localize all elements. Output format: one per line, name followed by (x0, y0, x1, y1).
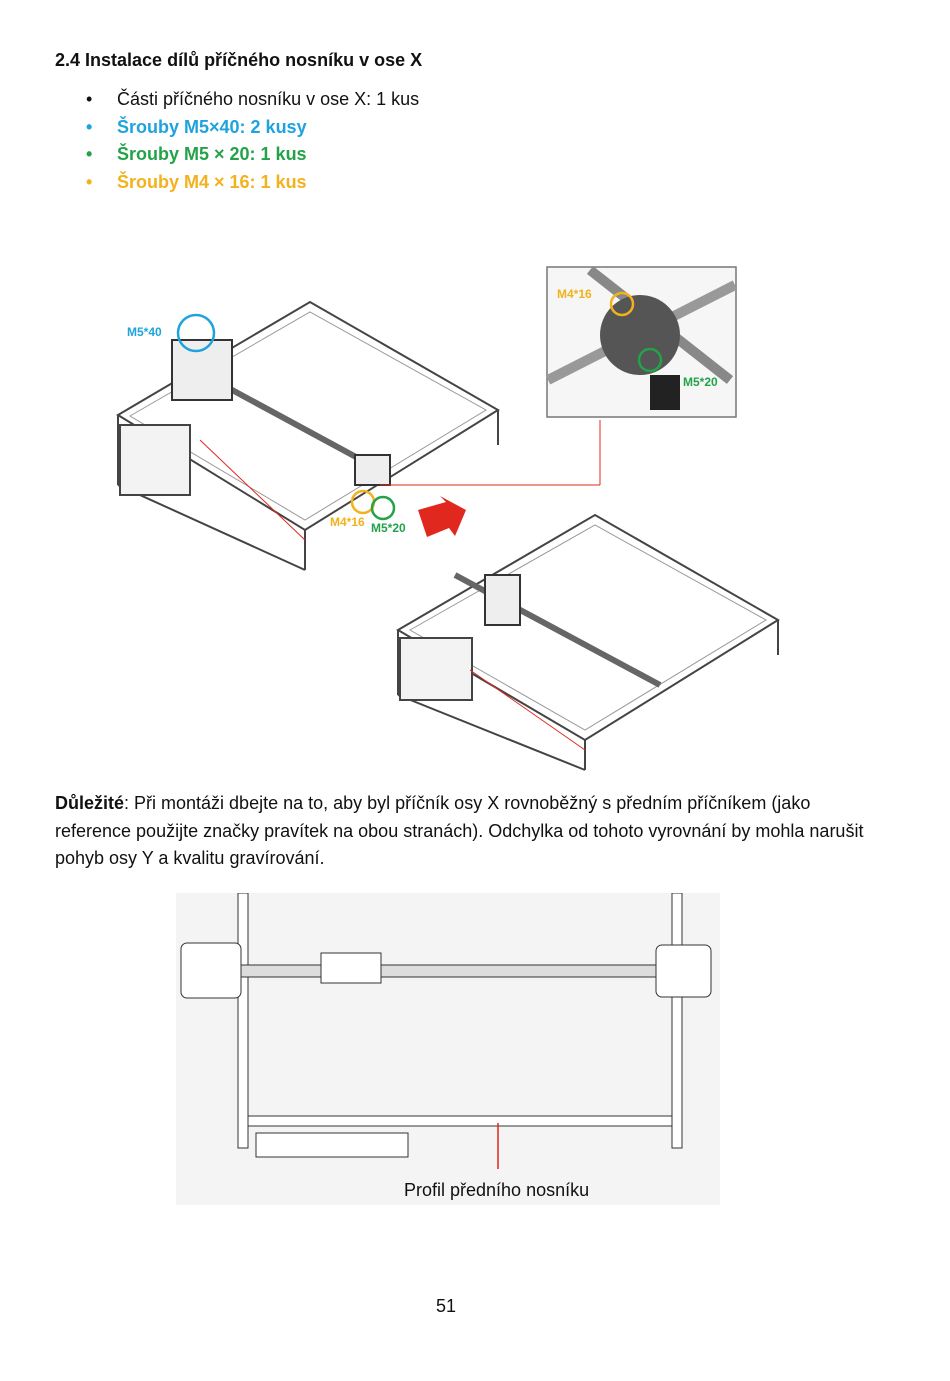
red-arrow-icon (418, 496, 466, 537)
label-m4x16: M4*16 (330, 515, 365, 529)
important-note (55, 790, 875, 873)
list-item: • Šrouby M5×40: 2 kusy (86, 114, 419, 142)
m5x20-callout-circle (372, 497, 394, 519)
list-item: • Části příčného nosníku v ose X: 1 kus (86, 86, 419, 114)
parts-list (86, 86, 419, 196)
front-beam (248, 1116, 672, 1126)
assembly-figure (0, 240, 950, 780)
right-rail (672, 893, 682, 1148)
label-m5x40: M5*40 (127, 325, 162, 339)
left-rail (238, 893, 248, 1148)
x-axis-beam (206, 965, 711, 977)
right-plate (656, 945, 711, 997)
note-bold: Důležité (55, 793, 125, 813)
section-heading: 2.4 Instalace dílů příčného nosníku v ose X (55, 50, 423, 70)
controller-box-right (400, 638, 472, 700)
controller-box-left (120, 425, 190, 495)
laser-carriage (321, 953, 381, 983)
label-m5x20: M5*20 (371, 521, 406, 535)
list-item: • Šrouby M5 × 20: 1 kus (86, 141, 419, 169)
note-text: : Při montáži dbejte na to, aby byl příčník osy X rovnoběžný s předním příčníkem (jako reference použijte značky pravítek na obou stranách). Odchylka od tohoto vyrovnání by mohla narušit pohyb osy Y a kvalitu gravírování. (55, 793, 864, 868)
inset-label-m4x16: M4*16 (557, 287, 592, 301)
machine-frame-right (398, 515, 778, 740)
controller-box (256, 1133, 408, 1157)
laser-module-right (485, 575, 520, 625)
inset-label-m5x20: M5*20 (683, 375, 718, 389)
left-plate (181, 943, 241, 998)
top-view-figure (176, 893, 720, 1205)
list-item: • Šrouby M4 × 16: 1 kus (86, 169, 419, 197)
figure-caption: Profil předního nosníku (404, 1180, 590, 1200)
page-number: 51 (436, 1296, 457, 1316)
